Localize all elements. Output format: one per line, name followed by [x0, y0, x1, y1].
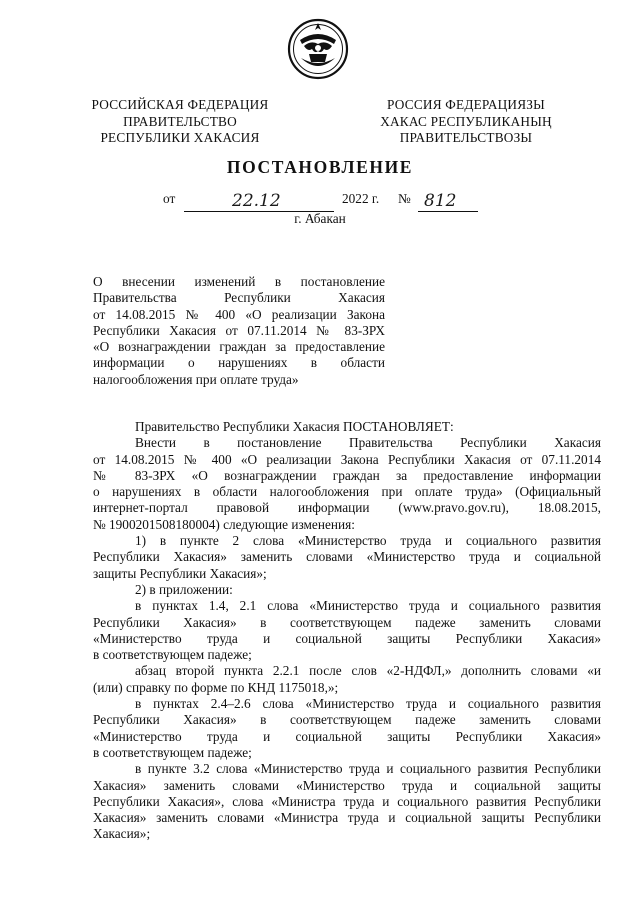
body-line: Республики Хакасия» заменить словами «Министерство труда и социальной — [93, 549, 601, 565]
date-handwritten: 22.12 — [232, 191, 281, 211]
body-line: «Министерство труда и социальной защиты Республики Хакасия» — [93, 630, 601, 646]
body-line: в пунктах 1.4, 2.1 слова «Министерство труда и социального развития — [135, 598, 601, 614]
subject-line: «О вознаграждении граждан за предоставление — [93, 339, 385, 355]
body-line: интернет-портал правовой информации (www.pravo.gov.ru), 18.08.2015, — [93, 500, 601, 516]
header-left-block — [80, 97, 280, 147]
number-label: № — [398, 191, 411, 206]
body-line: № 1900201508180004) следующие изменения: — [93, 516, 355, 532]
subject-line: налогообложения при оплате труда» — [93, 371, 299, 387]
body-line: в соответствующем падеже; — [93, 744, 252, 760]
document-body — [93, 419, 601, 843]
body-line: Правительство Республики Хакасия ПОСТАНОВЛЯЕТ: — [135, 419, 454, 434]
body-line: Республики Хакасия» в соответствующем падеже заменить словами — [93, 614, 601, 630]
body-line: № 83-ЗРХ «О вознаграждении граждан за предоставление информации — [93, 467, 601, 483]
body-line: Хакасия» заменить словами «Министерство труда и социальной защиты — [93, 777, 601, 793]
body-line: Хакасия»; — [93, 826, 151, 842]
city-line — [0, 211, 640, 227]
body-line: абзац второй пункта 2.2.1 после слов «2-НДФЛ,» дополнить словами «и — [135, 663, 601, 679]
subject-line: Правительства Республики Хакасия — [93, 290, 385, 306]
header-right-line-1: РОССИЯ ФЕДЕРАЦИЯЗЫ — [387, 97, 545, 112]
header-right-line-3: ПРАВИТЕЛЬСТВОЗЫ — [399, 130, 533, 145]
body-line: в пункте 3.2 слова «Министерство труда и социального развития Республики — [135, 761, 601, 777]
body-line: Республики Хакасия» в соответствующем падеже заменить словами — [93, 712, 601, 728]
subject-line: информации о нарушениях в области — [93, 355, 385, 371]
document-subject — [93, 274, 385, 388]
subject-line: от 14.08.2015 № 400 «О реализации Закона — [93, 306, 385, 322]
body-line: «Министерство труда и социальной защиты Республики Хакасия» — [93, 728, 601, 744]
subject-line: О внесении изменений в постановление — [93, 274, 385, 289]
header-right-line-2: ХАКАС РЕСПУБЛИКАНЫҢ — [380, 113, 552, 129]
date-number-line — [0, 191, 640, 213]
header-left-line-1: РОССИЙСКАЯ ФЕДЕРАЦИЯ — [91, 97, 269, 112]
subject-line: Республики Хакасия от 07.11.2014 № 83-ЗРХ — [93, 322, 385, 338]
body-line: в соответствующем падеже; — [93, 647, 252, 663]
body-line: Внести в постановление Правительства Республики Хакасия — [135, 435, 601, 451]
body-line: 2) в приложении: — [135, 581, 233, 597]
body-line: от 14.08.2015 № 400 «О реализации Закона Республики Хакасия от 07.11.2014 — [93, 451, 601, 467]
city-name: г. Абакан — [294, 211, 346, 226]
document-type-title: ПОСТАНОВЛЕНИЕ — [226, 157, 414, 177]
coat-of-arms-emblem — [287, 18, 349, 80]
body-line: (или) справку по форме по КНД 1175018,»; — [93, 679, 339, 695]
header-left-line-3: РЕСПУБЛИКИ ХАКАСИЯ — [100, 130, 260, 145]
header-left-line-2: ПРАВИТЕЛЬСТВО — [123, 113, 237, 129]
date-from-label: от — [163, 191, 176, 206]
body-line: защиты Республики Хакасия»; — [93, 565, 267, 581]
header-right-block — [356, 97, 576, 147]
body-line: о нарушениях в области налогообложения при оплате труда» (Официальный — [93, 484, 601, 500]
body-line: Республики Хакасия», слова «Министра труда и социального развития Республики — [93, 793, 601, 809]
year-label: 2022 г. — [342, 191, 380, 206]
body-line: в пунктах 2.4–2.6 слова «Министерство труда и социального развития — [135, 696, 601, 712]
body-line: Хакасия» заменить словами «Министра труда и социальной защиты Республики — [93, 810, 601, 826]
body-line: 1) в пункте 2 слова «Министерство труда и социального развития — [135, 533, 601, 549]
number-handwritten: 812 — [424, 191, 457, 211]
